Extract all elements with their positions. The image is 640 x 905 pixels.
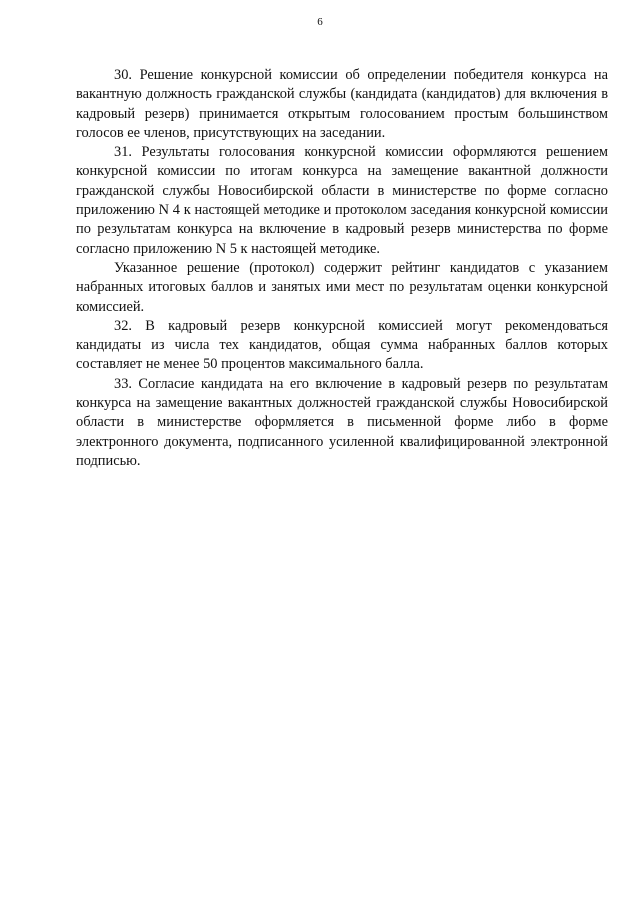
paragraph-31: 31. Результаты голосования конкурсной комиссии оформляются решением конкурсной комиссии по итогам конкурса на замещение вакантной должности гражданской службы Новосибирской области в министерстве по форме согласно приложению N 4 к настоящей методике и протоколом заседания конкурсной комиссии по результатам конкурса на включение в кадровый резерв министерства по форме согласно приложению N 5 к настоящей методике. — [76, 144, 608, 257]
paragraph-32: 32. В кадровый резерв конкурсной комиссией могут рекомендоваться кандидаты из числа тех кандидатов, общая сумма набранных баллов которых составляет не менее 50 процентов максимального балла. — [76, 317, 608, 373]
paragraph-33: 33. Согласие кандидата на его включение в кадровый резерв по результатам конкурса на замещение вакантных должностей гражданской службы Новосибирской области в министерстве оформляется в письменной форме либо в форме электронного документа, подписанного усиленной квалифицированной электронной подписью. — [76, 375, 608, 469]
paragraph-30: 30. Решение конкурсной комиссии об определении победителя конкурса на вакантную должность гражданской службы (кандидата (кандидатов) для включения в кадровый резерв) принимается открытым голосованием простым большинством голосов ее членов, присутствующих на заседании. — [76, 67, 608, 141]
page-number: 6 — [317, 16, 323, 28]
paragraph-31-note: Указанное решение (протокол) содержит рейтинг кандидатов с указанием набранных итоговых баллов и занятых ими мест по результатам оценки конкурсной комиссией. — [76, 259, 608, 315]
document-body — [76, 66, 608, 471]
